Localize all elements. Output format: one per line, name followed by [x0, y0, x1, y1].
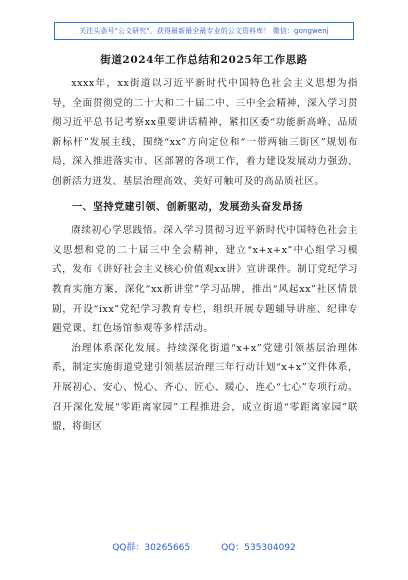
contact-footer [0, 540, 408, 553]
document-title: 街道2024年工作总结和2025年工作思路 [100, 54, 308, 66]
section-paragraph: 赓续初心学思践悟。深入学习贯彻习近平新时代中国特色社会主义思想和党的二十届三中全会精神，建立“x+x+x”中心组学习模式，发布《讲好社会主义核心价值观xx讲》宣讲课件。制订党纪学习教育实施方案，深化“xx新讲堂”学习品牌，推出“风起xx”社区情景剧，开设“ixx”党纪学习教育专栏，组织开展专题辅导讲座、纪律专题党课、红色场馆参观等多样活动。 [52, 225, 358, 335]
document-body [52, 74, 358, 437]
qq-text: QQ：535304092 [221, 543, 296, 553]
promo-banner-text: 关注头条号"公文研究"，获得最新最全最专业的公文资料库！ 微信：gongwenj [79, 27, 329, 35]
intro-paragraph: xxxx年，xx街道以习近平新时代中国特色社会主义思想为指导，全面贯彻党的二十大和二十届二中、三中全会精神，深入学习贯彻习近平总书记考察xx重要讲话精神，紧扣区委“功能新高峰、品质新标杆”发展主线，围绕“xx”方向定位和“一带两轴三街区”规划布局，深入推进落实市、区部署的各项工作，着力建设发展动力强劲、创新活力迸发、基层治理高效、美好可触可及的高品质社区。 [52, 78, 358, 187]
promo-banner [54, 22, 354, 40]
section-heading: 一、坚持党建引领、创新驱动，发展劲头奋发昂扬 [72, 201, 303, 213]
qq-group-text: QQ群：30265665 [112, 543, 191, 553]
section-paragraph: 治理体系深化发展。持续深化街道“x+x”党建引领基层治理体系，制定实施街道党建引领基层治理三年行动计划“x+x”文件体系，开展初心、安心、悦心、齐心、匠心、暖心、连心“七心”专项行动。召开深化发展“零距离家园”工程推进会，成立街道“零距离家园”联盟，将街区 [52, 342, 358, 433]
